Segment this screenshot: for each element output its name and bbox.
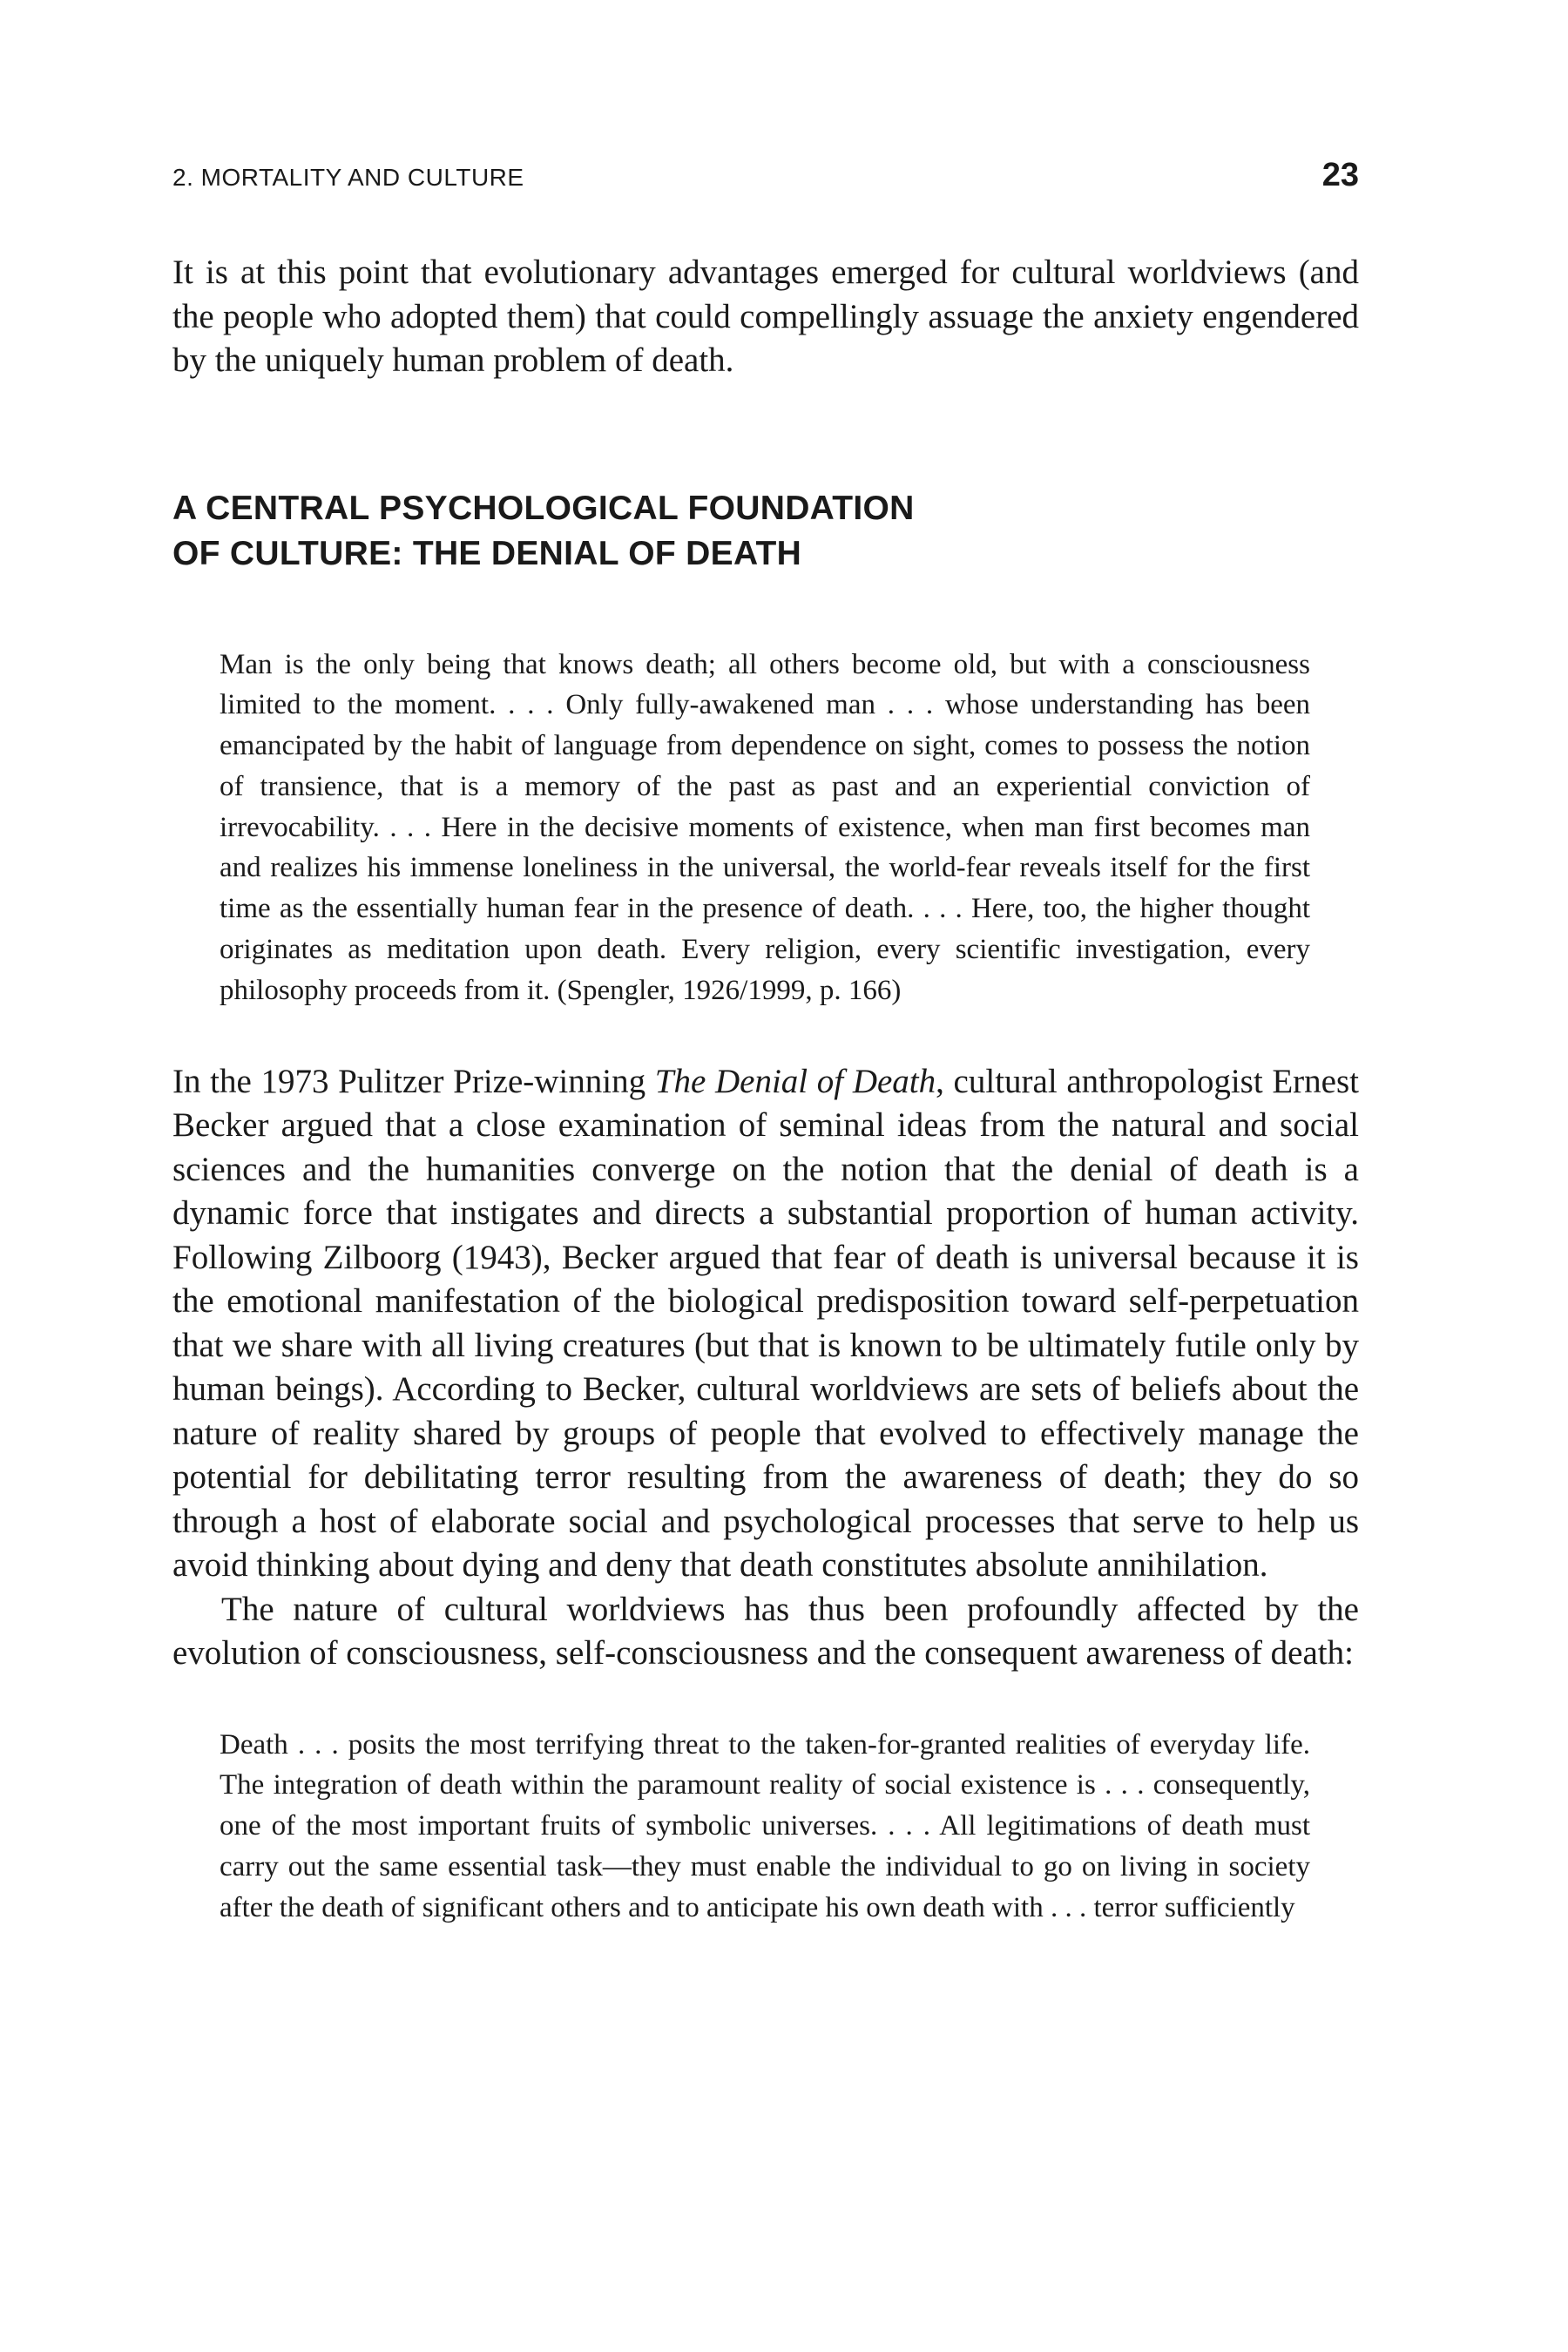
section-heading-line-1: A CENTRAL PSYCHOLOGICAL FOUNDATION: [172, 489, 915, 527]
spengler-block-quote: Man is the only being that knows death; all others become old, but with a consciousness limited to the moment. . . . Only fully-awakened man . . . whose understanding has been emancipated by the habit of language from dependence on sight, comes to possess the notion of transience, that is a memory of the past as past and an experiential conviction of irrevocability. . . . Here in the decisive moments of existence, when man first becomes man and realizes his immense loneliness in the universal, the world-fear reveals itself for the first time as the essentially human fear in the presence of death. . . . Here, too, the higher thought originates as meditation upon death. Every religion, every scientific investigation, every philosophy proceeds from it. (Spengler, 1926/1999, p. 166): [220, 648, 1310, 1006]
section-heading-line-2: OF CULTURE: THE DENIAL OF DEATH: [172, 534, 802, 572]
running-head: [172, 157, 1359, 209]
becker-paragraph: [172, 1060, 1359, 1588]
running-title: 2. MORTALITY AND CULTURE: [172, 164, 524, 191]
worldviews-paragraph: The nature of cultural worldviews has thus been profoundly affected by the evolution of consciousness, self-consciousness and the consequent awareness of death:: [172, 1590, 1359, 1673]
death-block-quote: Death . . . posits the most terrifying threat to the taken-for-granted realities of everyday life. The integration of death within the paramount reality of social existence is . . . consequently, one of the most important fruits of symbolic universes. . . . All legitimations of death must carry out the same essential task—they must enable the individual to go on living in society after the death of significant others and to anticipate his own death with . . . terror sufficiently: [220, 1728, 1310, 1923]
book-title-denial-of-death: The Denial of Death: [654, 1062, 936, 1100]
section-heading: [172, 486, 1200, 577]
book-page: [172, 157, 1359, 1929]
intro-paragraph: It is at this point that evolutionary advantages emerged for cultural worldviews (and the people who adopted them) that could compellingly assuage the anxiety engendered by the uniquely human problem of death.: [172, 253, 1359, 379]
becker-text-before-title: In the 1973 Pulitzer Prize-winning: [172, 1062, 655, 1100]
becker-text-after-title: , cultural anthropologist Ernest Becker argued that a close examination of seminal ideas from the natural and social sciences and the humanities converge on the notion that the denial of death is a dynamic force that instigates and directs a substantial proportion of human activity. Following Zilboorg (1943), Becker argued that fear of death is universal because it is the emotional manifestation of the biological predisposition toward self-perpetuation that we share with all living creatures (but that is known to be ultimately futile only by human beings). According to Becker, cultural worldviews are sets of beliefs about the nature of reality shared by groups of people that evolved to effectively manage the potential for debilitating terror resulting from the awareness of death; they do so through a host of elaborate social and psychological processes that serve to help us avoid thinking about dying and deny that death constitutes absolute annihilation.: [172, 1062, 1359, 1585]
page-number: 23: [1321, 157, 1359, 193]
